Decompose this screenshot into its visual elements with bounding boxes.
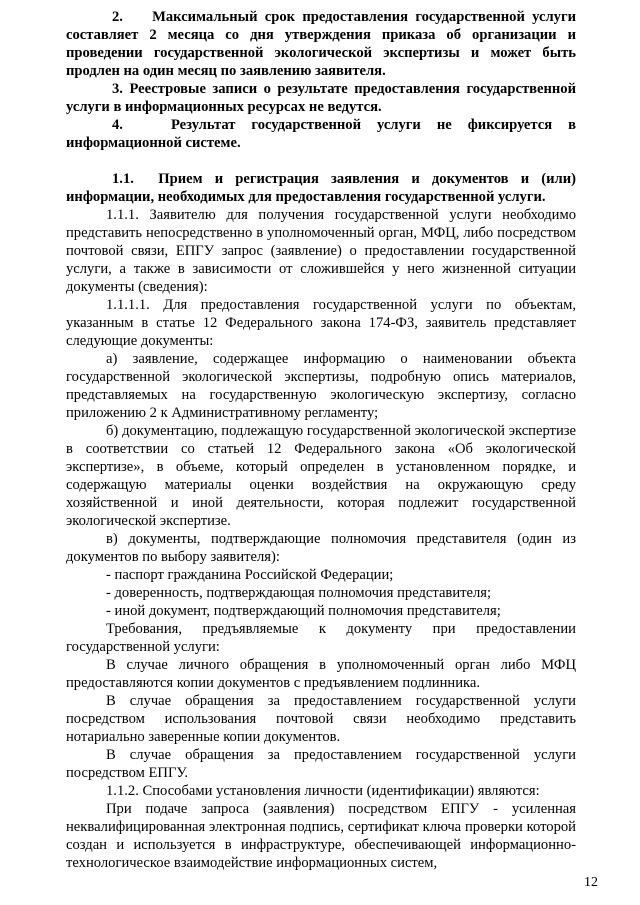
list-item-b: б) документацию, подлежащую государственной экологической экспертизе в соответствии со статьей 12 Федерального закона «Об экологической экспертизе», в объеме, который определен в установленном порядке, и содержащую материалы оценки воздействия на окружающую среду хозяйственной и иной деятельности, которая подлежит государственной экологической экспертизе. (66, 423, 576, 529)
list-item-a: а) заявление, содержащее информацию о наименовании объекта государственной экологической экспертизы, подробную опись материалов, представляемых на государственную экологическую экспертизу, согласно приложению 2 к Административному регламенту; (66, 351, 576, 421)
paragraph-personal-visit: В случае личного обращения в уполномоченный орган либо МФЦ предоставляются копии документов с предъявлением подлинника. (66, 657, 576, 691)
paragraph-identification: При подаче запроса (заявления) посредством ЕПГУ - усиленная неквалифицированная электронная подпись, сертификат ключа проверки которой создан и используется в инфраструктуре, обеспечивающей информационно-технологическое взаимодействие информационных систем, (66, 801, 576, 871)
section-heading-1-1: 1.1. Прием и регистрация заявления и документов и (или) информации, необходимых для предоставления государственной услуги. (66, 171, 576, 205)
paragraph-1-1-1-1: 1.1.1.1. Для предоставления государственной услуги по объектам, указанным в статье 12 Федерального закона 174-ФЗ, заявитель представляет следующие документы: (66, 297, 576, 349)
bullet-passport: - паспорт гражданина Российской Федерации; (106, 567, 394, 583)
paragraph-epgu: В случае обращения за предоставлением государственной услуги посредством ЕПГУ. (66, 747, 576, 781)
document-body (66, 8, 576, 872)
paragraph-registry-records: 3. Реестровые записи о результате предоставления государственной услуги в информационных ресурсах не ведутся. (66, 81, 576, 115)
list-item-v: в) документы, подтверждающие полномочия представителя (один из документов по выбору заявителя): (66, 531, 576, 565)
paragraph-max-term: 2. Максимальный срок предоставления государственной услуги составляет 2 месяца со дня утверждения приказа об организации и проведении государственной экологической экспертизы и может быть продлен на один месяц по заявлению заявителя. (66, 9, 576, 79)
paragraph-1-1-2: 1.1.2. Способами установления личности (идентификации) являются: (106, 783, 540, 799)
page-number: 12 (584, 875, 598, 890)
bullet-power-of-attorney: - доверенность, подтверждающая полномочия представителя; (106, 585, 492, 601)
paragraph-postal: В случае обращения за предоставлением государственной услуги посредством использования почтовой связи необходимо представить нотариально заверенные копии документов. (66, 693, 576, 745)
paragraph-1-1-1: 1.1.1. Заявителю для получения государственной услуги необходимо представить непосредственно в уполномоченный орган, МФЦ, либо посредством почтовой связи, ЕПГУ запрос (заявление) о предоставлении государственной услуги, а также в зависимости от сложившейся у него жизненной ситуации документы (сведения): (66, 207, 576, 295)
spacer (66, 152, 576, 170)
paragraph-result-not-recorded: 4. Результат государственной услуги не фиксируется в информационной системе. (66, 117, 576, 151)
paragraph-requirements: Требования, предъявляемые к документу при предоставлении государственной услуги: (66, 621, 576, 655)
bullet-other-document: - иной документ, подтверждающий полномочия представителя; (106, 603, 501, 619)
